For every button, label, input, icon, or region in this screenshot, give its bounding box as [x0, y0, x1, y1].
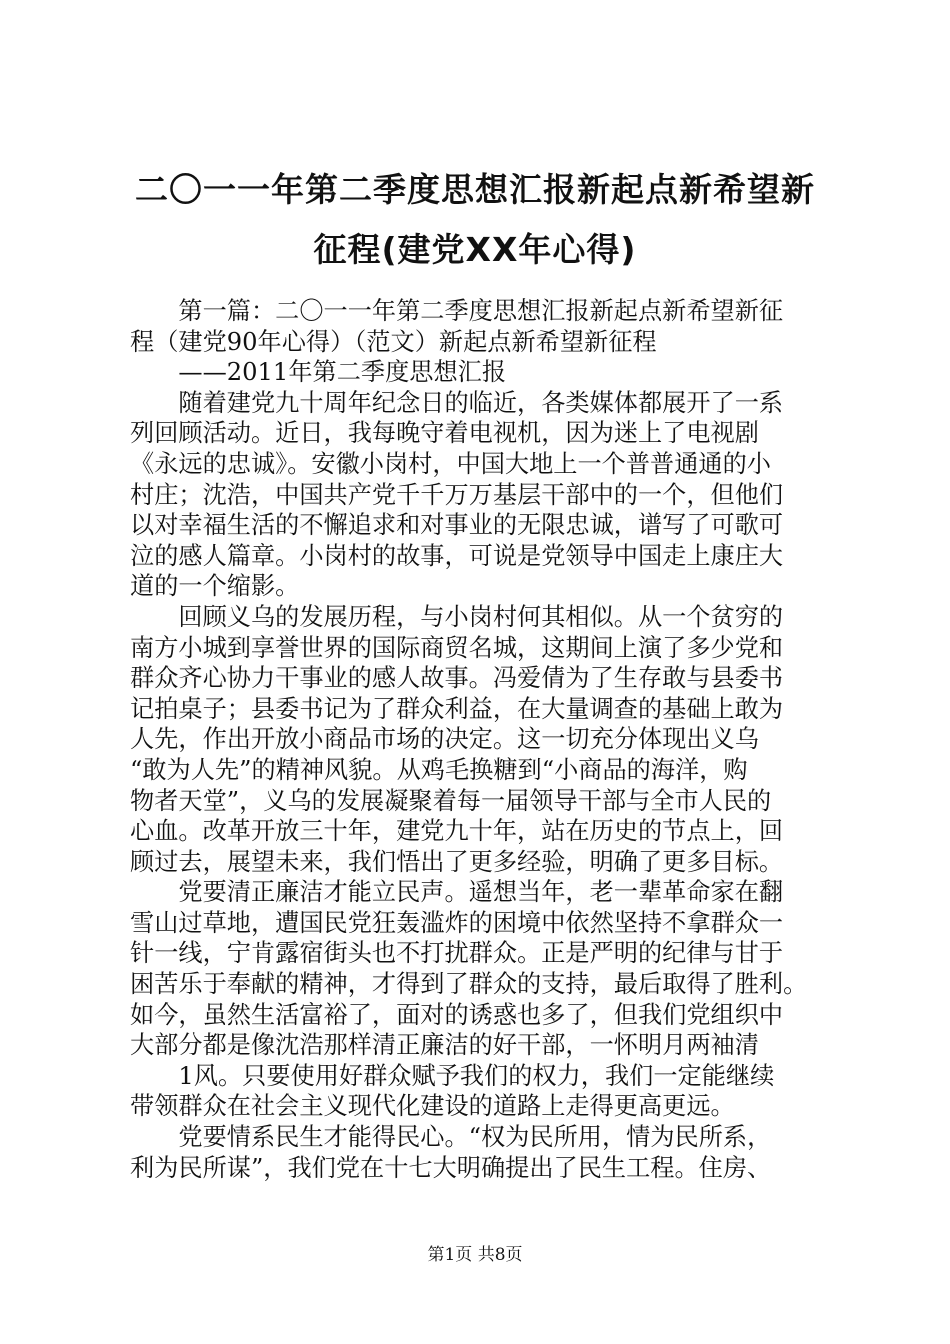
paragraph-line: 党要情系民生才能得民心。“权为民所用，情为民所系， — [178, 1123, 772, 1152]
paragraph-line: 南方小城到享誉世界的国际商贸名城，这期间上演了多少党和 — [130, 633, 784, 662]
title-line-1: 二〇一一年第二季度思想汇报新起点新希望新 — [135, 170, 815, 209]
paragraph-line: 泣的感人篇章。小岗村的故事，可说是党领导中国走上康庄大 — [130, 541, 784, 570]
page-footer: 第1页 共8页 — [427, 1245, 523, 1265]
document-body — [130, 296, 830, 1183]
paragraph — [130, 296, 830, 357]
paragraph-line: 村庄；沈浩，中国共产党千千万万基层干部中的一个，但他们 — [130, 480, 784, 509]
paragraph-line: 大部分都是像沈浩那样清正廉洁的好干部，一怀明月两袖清 — [130, 1031, 759, 1060]
paragraph-line: 群众齐心协力干事业的感人故事。冯爱倩为了生存敢与县委书 — [130, 664, 784, 693]
document-title — [100, 160, 850, 280]
paragraph — [130, 388, 830, 602]
paragraph-line: 困苦乐于奉献的精神，才得到了群众的支持，最后取得了胜利。 — [130, 970, 808, 999]
paragraph-line: 第一篇：二〇一一年第二季度思想汇报新起点新希望新征 — [178, 297, 784, 325]
paragraph-line: 带领群众在社会主义现代化建设的道路上走得更高更远。 — [130, 1092, 735, 1121]
paragraph-line: 针一线，宁肯露宿街头也不打扰群众。正是严明的纪律与甘于 — [130, 939, 784, 968]
paragraph-line: 利为民所谋”，我们党在十七大明确提出了民生工程。住房、 — [130, 1153, 772, 1182]
paragraph-line: 党要清正廉洁才能立民声。遥想当年，老一辈革命家在翻 — [178, 878, 784, 907]
paragraph-line: 以对幸福生活的不懈追求和对事业的无限忠诚，谱写了可歌可 — [130, 511, 784, 540]
paragraph-line: 程（建党90年心得）（范文）新起点新希望新征程 — [130, 327, 657, 356]
paragraph-line: 如今，虽然生活富裕了，面对的诱惑也多了，但我们党组织中 — [130, 1000, 784, 1029]
paragraph-line: 雪山过草地，遭国民党狂轰滥炸的困境中依然坚持不拿群众一 — [130, 908, 784, 937]
paragraph-line: ——2011年第二季度思想汇报 — [178, 358, 507, 387]
paragraph-line: “敢为人先”的精神风貌。从鸡毛换糖到“小商品的海洋，购 — [130, 755, 748, 784]
paragraph — [130, 1061, 830, 1122]
paragraph-line: 列回顾活动。近日，我每晚守着电视机，因为迷上了电视剧 — [130, 419, 759, 448]
paragraph — [130, 1122, 830, 1183]
paragraph — [130, 602, 830, 877]
paragraph-line: 随着建党九十周年纪念日的临近，各类媒体都展开了一系 — [178, 388, 784, 417]
paragraph — [130, 877, 830, 1061]
paragraph-line: 人先，作出开放小商品市场的决定。这一切充分体现出义乌 — [130, 725, 759, 754]
paragraph-line: 1风。只要使用好群众赋予我们的权力，我们一定能继续 — [178, 1061, 775, 1090]
paragraph-line: 《永远的忠诚》。安徽小岗村，中国大地上一个普普通通的小 — [130, 449, 771, 478]
paragraph-line: 道的一个缩影。 — [130, 572, 300, 601]
paragraph-line: 心血。改革开放三十年，建党九十年，站在历史的节点上，回 — [130, 817, 784, 846]
paragraph — [130, 357, 830, 388]
paragraph-line: 回顾义乌的发展历程，与小岗村何其相似。从一个贫穷的 — [178, 602, 784, 631]
paragraph-line: 记拍桌子；县委书记为了群众利益，在大量调查的基础上敢为 — [130, 694, 784, 723]
title-line-2: 征程(建党XX年心得) — [313, 230, 637, 269]
paragraph-line: 顾过去，展望未来，我们悟出了更多经验，明确了更多目标。 — [130, 847, 784, 876]
paragraph-line: 物者天堂”，义乌的发展凝聚着每一届领导干部与全市人民的 — [130, 786, 772, 815]
